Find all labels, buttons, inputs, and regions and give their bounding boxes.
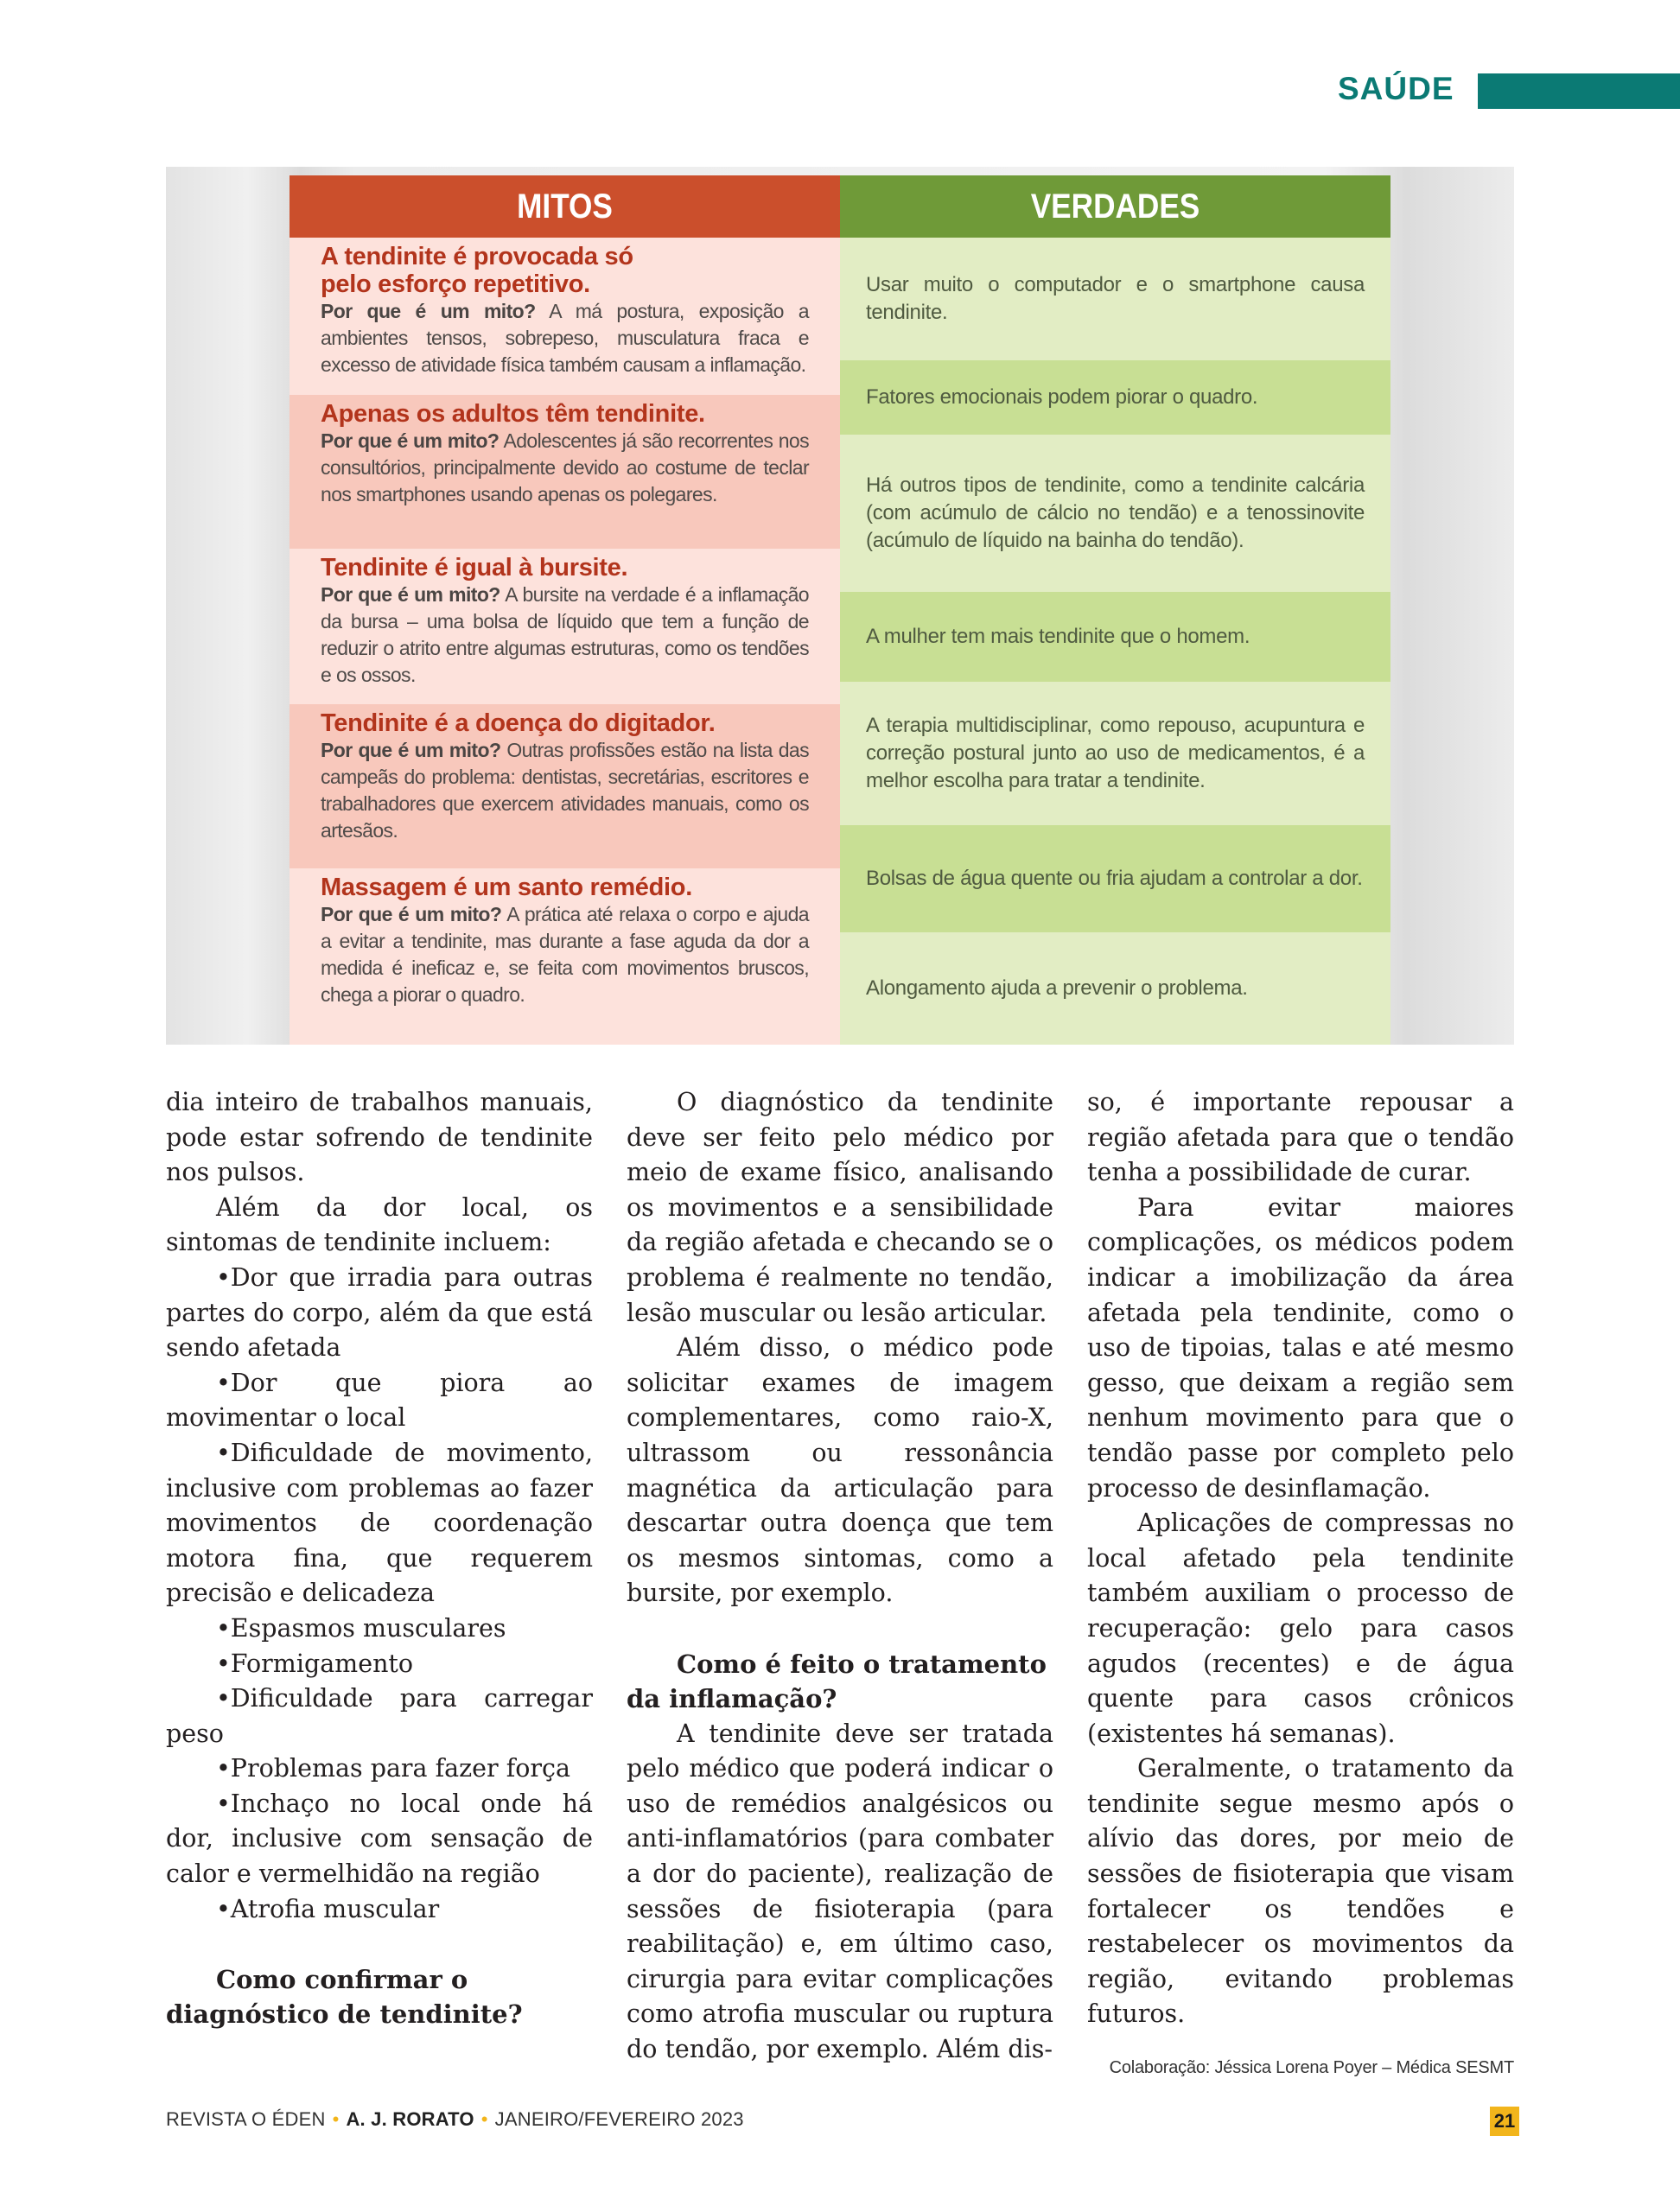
truth-item: Há outros tipos de tendinite, como a tendinite calcária (com acúmulo de cálcio no tendão) e a tenossinovite (acúmulo de líquido na bainha do tendão). xyxy=(840,435,1390,592)
truths-column xyxy=(840,175,1390,1045)
subheading-diagnosis: Como confirmar o diagnóstico de tendinite? xyxy=(166,1964,523,2030)
myth-explanation: Por que é um mito? Outras profissões estão na lista das campeãs do problema: dentistas, secretárias, escritores e trabalhadores que exercem atividades manuais, como os artesãos. xyxy=(321,739,809,842)
article-column-2 xyxy=(627,1085,1053,2068)
myth-item xyxy=(290,238,840,395)
paragraph: Para evitar maiores complicações, os médicos podem indicar a imobilização da área afetada pela tendinite, como o uso de tipoias, talas e até mesmo gesso, que deixam a região sem nenhum movimento para que o tendão passe por completo pelo processo de desinflamação. xyxy=(1087,1192,1514,1503)
page-number-badge: 21 xyxy=(1490,2107,1519,2136)
myth-explanation: Por que é um mito? A má postura, exposição a ambientes tensos, sobrepeso, musculatura fraca e excesso de atividade física também causam a inflamação. xyxy=(321,300,809,376)
issue-date: JANEIRO/FEVEREIRO 2023 xyxy=(494,2108,744,2130)
separator-dot: • xyxy=(480,2108,488,2130)
paragraph: Além disso, o médico pode solicitar exames de imagem complementares, como raio-X, ultrassom ou ressonância magnética da articulação para descartar outra doença que tem os mesmos sintomas, como a bursite, por exemplo. xyxy=(627,1333,1053,1608)
myth-explanation: Por que é um mito? A prática até relaxa o corpo e ajuda a evitar a tendinite, mas durante a fase aguda da dor a medida é ineficaz e, se feita com movimentos bruscos, chega a piorar o quadro. xyxy=(321,903,809,1006)
myth-item xyxy=(290,395,840,549)
article-column-3 xyxy=(1087,1085,1514,2068)
section-label: SAÚDE xyxy=(1338,71,1454,106)
truth-item: A terapia multidisciplinar, como repouso, acupuntura e correção postural junto ao uso de medicamentos, é a melhor escolha para tratar a tendinite. xyxy=(840,682,1390,825)
myth-label: Por que é um mito? xyxy=(321,739,501,761)
paragraph: dia inteiro de trabalhos manuais, pode estar sofrendo de tendinite nos pulsos. xyxy=(166,1088,593,1187)
myths-truths-table xyxy=(290,175,1390,1045)
truth-item: Usar muito o computador e o smartphone causa tendinite. xyxy=(840,238,1390,360)
myth-explanation: Por que é um mito? Adolescentes já são recorrentes nos consultórios, principalmente devido ao costume de teclar nos smartphones usando apenas os polegares. xyxy=(321,429,809,505)
collaboration-credit: Colaboração: Jéssica Lorena Poyer – Médica SESMT xyxy=(1109,2058,1514,2077)
truth-item: A mulher tem mais tendinite que o homem. xyxy=(840,592,1390,682)
symptom-item: •Dificuldade para carregar peso xyxy=(166,1684,593,1748)
symptom-item: •Dor que piora ao movimentar o local xyxy=(166,1368,593,1433)
truth-item: Bolsas de água quente ou fria ajudam a controlar a dor. xyxy=(840,825,1390,932)
paragraph: Além da dor local, os sintomas de tendinite incluem: xyxy=(166,1192,593,1257)
article-column-1 xyxy=(166,1085,593,2068)
symptom-item: •Dificuldade de movimento, inclusive com problemas ao fazer movimentos de coordenação motora fina, que requerem precisão e delicadeza xyxy=(166,1438,593,1608)
truth-item: Fatores emocionais podem piorar o quadro. xyxy=(840,360,1390,435)
myth-title: Apenas os adultos têm tendinite. xyxy=(321,400,705,428)
truths-heading: VERDADES xyxy=(1030,187,1200,226)
myths-heading: MITOS xyxy=(517,187,613,226)
myth-explanation: Por que é um mito? A bursite na verdade é a inflamação da bursa – uma bolsa de líquido que tem a função de reduzir o atrito entre algumas estruturas, como os tendões e os ossos. xyxy=(321,583,809,686)
paragraph: A tendinite deve ser tratada pelo médico que poderá indicar o uso de remédios analgésicos ou anti-inflamatórios (para combater a dor do paciente), realização de sessões de fisioterapia (para reabilitação) e, em último caso, cirurgia para evitar complicações como atrofia muscular ou ruptura do tendão, por exemplo. Além dis- xyxy=(627,1719,1053,2064)
myth-label: Por que é um mito? xyxy=(321,583,500,606)
myth-item xyxy=(290,549,840,704)
paragraph: Aplicações de compressas no local afetado pela tendinite também auxiliam o processo de recuperação: gelo para casos agudos (recentes) e de água quente para casos crônicos (existentes há semanas). xyxy=(1087,1509,1514,1748)
myth-title: A tendinite é provocada só pelo esforço repetitivo. xyxy=(321,243,633,298)
myth-label: Por que é um mito? xyxy=(321,429,500,452)
section-accent-bar xyxy=(1478,73,1680,109)
symptom-item: •Atrofia muscular xyxy=(216,1894,440,1923)
symptom-item: •Espasmos musculares xyxy=(216,1613,506,1643)
separator-dot: • xyxy=(332,2108,340,2130)
myth-title: Tendinite é igual à bursite. xyxy=(321,554,628,582)
symptom-item: •Formigamento xyxy=(216,1649,414,1678)
magazine-name: REVISTA O ÉDEN xyxy=(166,2108,326,2130)
myth-title: Massagem é um santo remédio. xyxy=(321,874,692,901)
publisher-name: A. J. RORATO xyxy=(346,2108,474,2130)
myth-item xyxy=(290,868,840,1045)
symptom-item: •Problemas para fazer força xyxy=(216,1754,570,1783)
symptom-item: •Dor que irradia para outras partes do corpo, além da que está sendo afetada xyxy=(166,1262,593,1363)
paragraph: Geralmente, o tratamento da tendinite segue mesmo após o alívio das dores, por meio de sessões de fisioterapia que visam fortalecer os tendões e restabelecer os movimentos da região, evitando problemas futuros. xyxy=(1087,1754,1514,2029)
myth-label: Por que é um mito? xyxy=(321,300,536,322)
article-body xyxy=(166,1085,1514,2068)
truth-item: Alongamento ajuda a prevenir o problema. xyxy=(840,932,1390,1045)
paragraph: O diagnóstico da tendinite deve ser feito pelo médico por meio de exame físico, analisando os movimentos e a sensibilidade da região afetada e checando se o problema é realmente no tendão, lesão muscular ou lesão articular. xyxy=(627,1088,1053,1327)
symptom-item: •Inchaço no local onde há dor, inclusive com sensação de calor e vermelhidão na região xyxy=(166,1789,593,1889)
subheading-treatment: Como é feito o tratamento da inflamação? xyxy=(627,1649,1047,1714)
myths-truths-infographic xyxy=(166,167,1514,1045)
myths-column xyxy=(290,175,840,1045)
page-footer xyxy=(166,2108,744,2131)
myth-title: Tendinite é a doença do digitador. xyxy=(321,709,716,737)
myth-label: Por que é um mito? xyxy=(321,903,502,925)
paragraph: so, é importante repousar a região afetada para que o tendão tenha a possibilidade de curar. xyxy=(1087,1088,1514,1187)
myth-item xyxy=(290,704,840,868)
